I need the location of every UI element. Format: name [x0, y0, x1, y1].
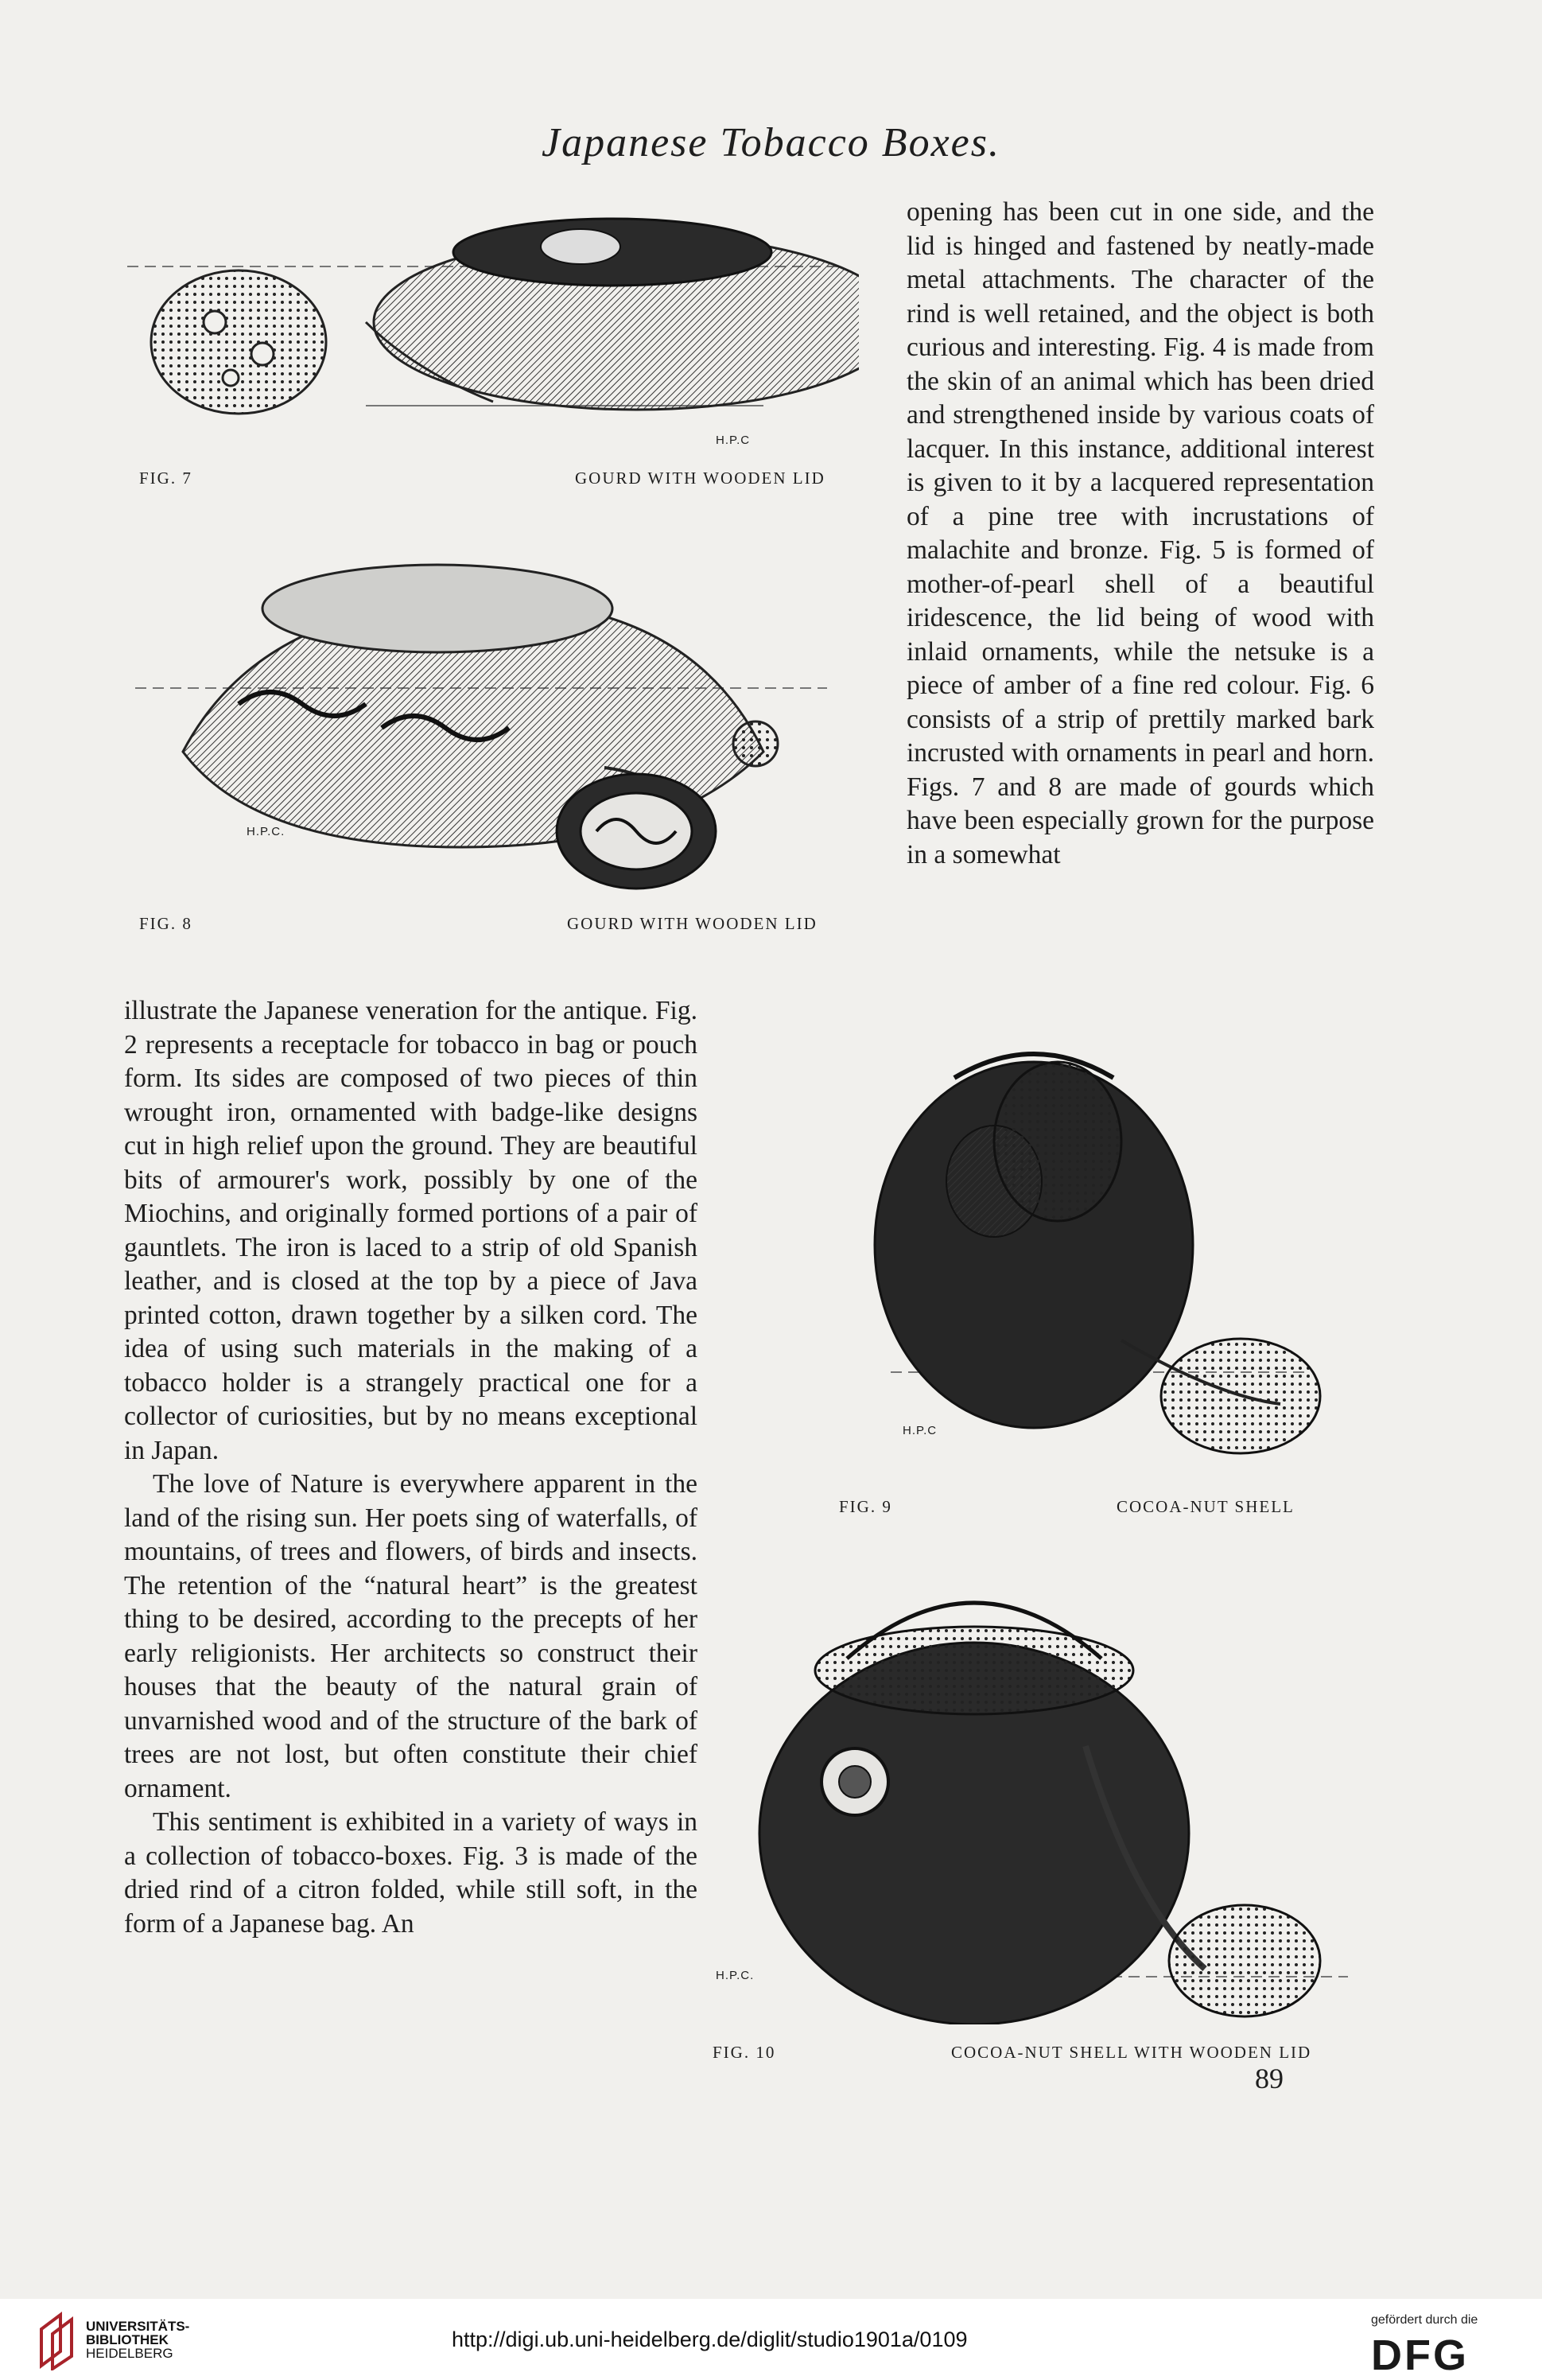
fig7-caption: GOURD WITH WOODEN LID — [575, 469, 825, 488]
fig8-caption: GOURD WITH WOODEN LID — [567, 914, 818, 933]
figure-10 — [712, 1571, 1364, 2024]
fig9-coconut-illustration — [859, 1014, 1336, 1476]
fig9-artist-initials: H.P.C — [903, 1424, 938, 1437]
fig10-number: FIG. 10 — [713, 2043, 776, 2062]
right-column-paragraph: opening has been cut in one side, and the lid is hinged and fastened by neatly-made metal attachments. The character of the rind is well retained, and the object is both curious and interesting. Fig. 4 is made from the skin of an animal which has been dried and strengthened inside by various coats of lacquer. In this instance, additional interest is given to it by a lacquered representation of a pine tree with incrustations of malachite and bronze. Fig. 5 is formed of mother-of-pearl shell of a beautiful iridescence, the lid being of wood with inlaid ornaments, while the netsuke is a piece of amber of a fine red colour. Fig. 6 consists of a strip of prettily marked bark incrusted with ornaments in pearl and horn. Figs. 7 and 8 are made of gourds which have been especially grown for the purpose in a somewhat — [907, 197, 1374, 869]
figure-7 — [127, 203, 859, 465]
footer-bar — [0, 2299, 1542, 2380]
digitization-url[interactable]: http://digi.ub.uni-heidelberg.de/diglit/studio1901a/0109 — [452, 2328, 968, 2351]
right-column-text — [907, 196, 1374, 872]
left-column-text — [124, 994, 697, 1941]
dfg-logo: DFG — [1371, 2331, 1469, 2379]
fig10-caption: COCOA-NUT SHELL WITH WOODEN LID — [951, 2043, 1312, 2062]
page-number: 89 — [1255, 2063, 1284, 2094]
running-head: Japanese Tobacco Boxes. — [542, 120, 1000, 165]
left-column-paragraph: illustrate the Japanese veneration for the antique. Fig. 2 represents a receptacle for tobacco in bag or pouch form. Its sides are composed of two pieces of thin wrought iron, ornamented with badge-like designs cut in high relief upon the ground. They are beautiful bits of armourer's work, possibly by one of the Miochins, and originally formed portions of a pair of gauntlets. The iron is laced to a strip of old Spanish leather, and is closed at the top by a piece of Java printed cotton, drawn together by a silken cord. The idea of using such materials in the making of a tobacco holder is a strangely practical one for a collector of curiosities, but by no means exceptional in Japan. — [124, 996, 697, 1465]
fig7-number: FIG. 7 — [139, 469, 192, 488]
fig10-artist-initials: H.P.C. — [716, 1969, 755, 1982]
university-library-logo-icon — [35, 2310, 80, 2370]
fig9-number: FIG. 9 — [839, 1497, 892, 1516]
fig10-coconut-illustration — [712, 1571, 1364, 2024]
fig9-caption: COCOA-NUT SHELL — [1117, 1497, 1295, 1516]
figure-8 — [127, 545, 859, 919]
fig7-artist-initials: H.P.C — [716, 434, 751, 447]
fig7-gourd-illustration — [127, 203, 859, 465]
fig8-gourd-illustration — [127, 545, 859, 919]
left-column-paragraph: This sentiment is exhibited in a variety of ways in a collection of tobacco-boxes. Fig. 3 is made of the dried rind of a citron folded, while still soft, in the form of a Japanese bag. An — [124, 1807, 697, 1939]
left-column-paragraph: The love of Nature is everywhere apparent in the land of the rising sun. Her poets sing of waterfalls, of mountains, of trees and flowers, of birds and insects. The retention of the “natural heart” is the greatest thing to be desired, according to the precepts of her early religionists. Her architects so construct their houses that the beauty of the natural grain of unvarnished wood and of the structure of the bark of trees are not lost, but often constitute their chief ornament. — [124, 1469, 697, 1803]
fig8-number: FIG. 8 — [139, 914, 192, 933]
funded-by-label: gefördert durch die — [1371, 2313, 1478, 2327]
university-library-name: UNIVERSITÄTS- BIBLIOTHEK HEIDELBERG — [86, 2319, 190, 2361]
fig8-artist-initials: H.P.C. — [247, 825, 285, 838]
figure-9 — [859, 1014, 1336, 1476]
